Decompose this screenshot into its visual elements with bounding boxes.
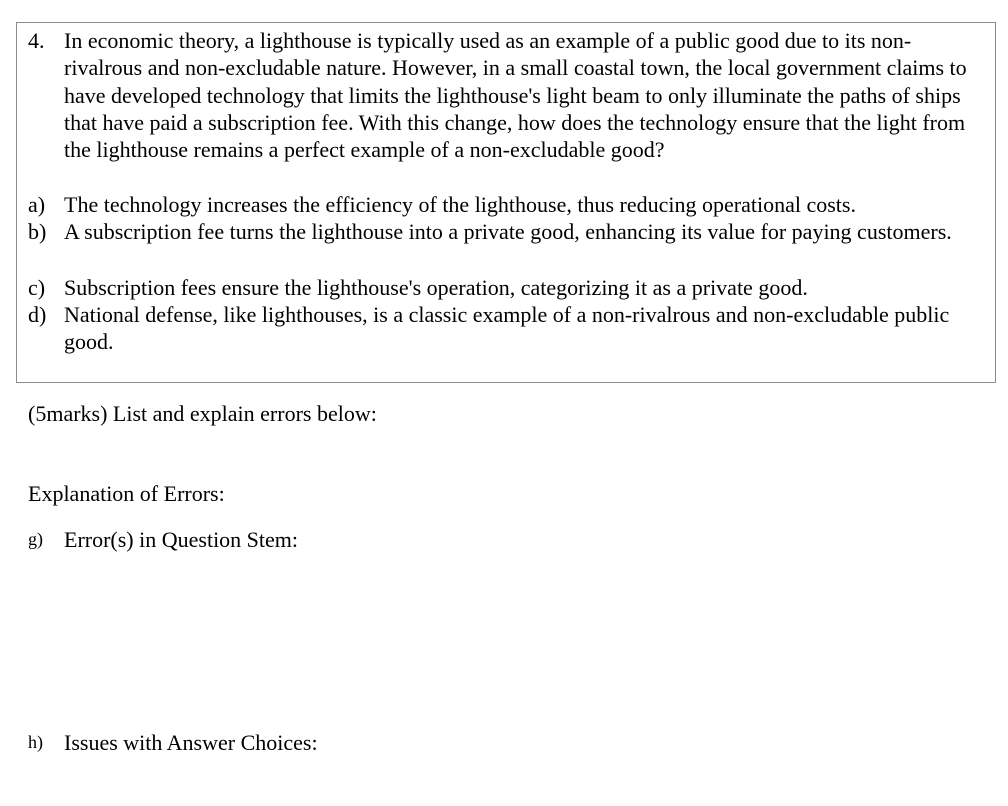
option-text: National defense, like lighthouses, is a classic example of a non-rivalrous and non-excludable public good. [64, 302, 950, 355]
instructions-text: (5marks) List and explain errors below: [28, 401, 377, 426]
explanation-heading: Explanation of Errors: [28, 481, 225, 506]
option-label: d) [28, 302, 47, 327]
option-label: a) [28, 192, 46, 217]
question-stem-text: In economic theory, a lighthouse is typically used as an example of a public good due to its non-rivalrous and non-excludable nature. However, in a small coastal town, the local government claims to have developed technology that limits the lighthouse's light beam to only illuminate the paths of ships that have paid a subscription fee. With this change, how does the technology ensure that the light from the lighthouse remains a perfect example of a non-excludable good? [64, 28, 967, 163]
option-text: Subscription fees ensure the lighthouse's operation, categorizing it as a private good. [64, 275, 808, 300]
answer-option-c [28, 274, 978, 301]
section-question-stem-errors [28, 526, 978, 553]
answer-option-b [28, 218, 978, 245]
answer-option-a [28, 191, 978, 218]
option-label: c) [28, 275, 46, 300]
section-label: h) [28, 732, 43, 752]
section-answer-choice-issues [28, 729, 978, 756]
question-number: 4. [28, 28, 45, 53]
section-label: g) [28, 529, 43, 549]
answer-option-d [28, 301, 978, 356]
option-label: b) [28, 219, 47, 244]
section-title: Error(s) in Question Stem: [64, 527, 299, 552]
section-title: Issues with Answer Choices: [64, 730, 318, 755]
question-stem [28, 27, 978, 163]
option-text: A subscription fee turns the lighthouse into a private good, enhancing its value for paying customers. [64, 219, 952, 244]
option-text: The technology increases the efficiency of the lighthouse, thus reducing operational costs. [64, 192, 856, 217]
